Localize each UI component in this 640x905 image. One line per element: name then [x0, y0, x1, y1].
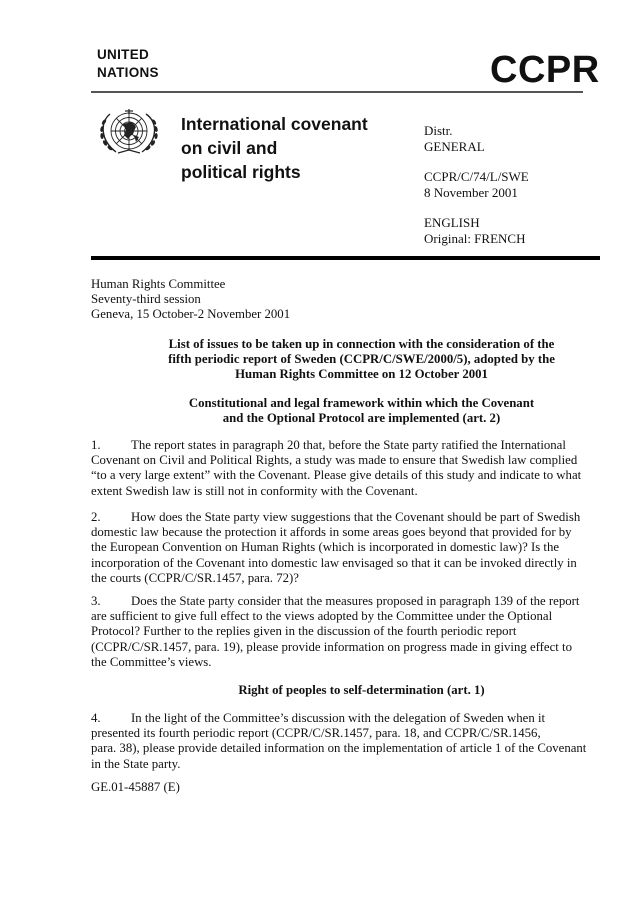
title-line: International covenant: [181, 114, 368, 134]
committee-title: [181, 112, 368, 184]
job-number: GE.01-45887 (E): [91, 780, 180, 794]
paragraph-line: The report states in paragraph 20 that, before the State party ratified the International: [131, 438, 566, 452]
title-line: political rights: [181, 162, 301, 182]
paragraph-line: the European Convention on Human Rights (which is incorporated in domestic law)? Is the: [91, 540, 560, 555]
paragraph-line: presented its fourth periodic report (CCPR/C/SR.1457, para. 18, and CCPR/C/SR.1456,: [91, 726, 541, 741]
section-heading-art-1: [91, 683, 632, 698]
paragraph-4: [91, 711, 596, 772]
paragraph-number: 1.: [91, 438, 101, 452]
section-heading-line: and the Optional Protocol are implemented (art. 2): [222, 410, 501, 425]
heading-line: Human Rights Committee on 12 October 2001: [235, 366, 488, 381]
document-heading: [91, 337, 632, 381]
session-place-dates: Geneva, 15 October-2 November 2001: [91, 306, 291, 321]
paragraph-3: [91, 594, 596, 670]
paragraph-1: [91, 438, 596, 499]
paragraph-line: the Committee’s views.: [91, 654, 212, 669]
un-emblem-icon: [96, 106, 162, 158]
paragraph-line: How does the State party view suggestions that the Covenant should be part of Swedish: [131, 510, 581, 524]
paragraph-line: the courts (CCPR/C/SR.1457, para. 72)?: [91, 570, 299, 585]
distribution-value: GENERAL: [424, 138, 485, 154]
paragraph-line: Protocol? Further to the replies given in the discussion of the fourth periodic report: [91, 624, 517, 639]
distribution-block: [424, 123, 529, 246]
document-symbol: CCPR/C/74/L/SWE: [424, 169, 529, 184]
committee-name: Human Rights Committee: [91, 277, 226, 291]
section-heading-line: Constitutional and legal framework within which the Covenant: [188, 396, 535, 410]
paragraph-line: Covenant on Civil and Political Rights, a study was made to ensure that Swedish law complied: [91, 453, 578, 468]
paragraph-line: incorporation of the Covenant into domestic law envisaged so that it can be invoked directly in: [91, 555, 577, 570]
document-date: 8 November 2001: [424, 184, 518, 200]
organization-name: [97, 46, 159, 82]
section-heading-line: Right of peoples to self-determination (art. 1): [238, 683, 485, 697]
paragraph-2: [91, 510, 596, 586]
document-language: ENGLISH: [424, 215, 480, 230]
paragraph-line: are sufficient to give full effect to the views adopted by the Committee under the Optional: [91, 609, 553, 624]
heading-line: List of issues to be taken up in connection with the consideration of the: [168, 337, 555, 351]
heading-line: fifth periodic report of Sweden (CCPR/C/SWE/2000/5), adopted by the: [168, 351, 555, 366]
paragraph-line: Does the State party consider that the measures proposed in paragraph 139 of the report: [131, 594, 580, 608]
header-divider: [91, 91, 583, 93]
document-series-symbol: CCPR: [490, 49, 600, 91]
paragraph-line: extent Swedish law is still not in conformity with the Covenant.: [91, 483, 418, 498]
paragraph-line: para. 38), please provide detailed information on the implementation of article 1 of the Covenant: [91, 741, 587, 756]
organization-name-line1: UNITED: [97, 47, 150, 62]
organization-name-line2: NATIONS: [97, 65, 159, 80]
session-info: [91, 277, 290, 321]
distribution-label: Distr.: [424, 123, 453, 138]
header-thick-divider: [91, 256, 600, 260]
paragraph-number: 2.: [91, 510, 101, 524]
paragraph-number: 3.: [91, 594, 101, 608]
session-name: Seventy-third session: [91, 291, 201, 306]
paragraph-line: domestic law because the protection it affords in some areas goes beyond that provided for by: [91, 525, 572, 540]
title-line: on civil and: [181, 138, 278, 158]
section-heading-art-2: [91, 396, 632, 426]
paragraph-line: “to a very large extent” with the Covenant. Please give details of this study and indicate to what: [91, 468, 582, 483]
paragraph-number: 4.: [91, 711, 101, 725]
original-language: Original: FRENCH: [424, 230, 526, 246]
paragraph-line: In the light of the Committee’s discussion with the delegation of Sweden when it: [131, 711, 546, 725]
paragraph-line: in the State party.: [91, 756, 181, 771]
paragraph-line: (CCPR/C/SR.1457, para. 19), please provide information on progress made in giving effect to: [91, 639, 572, 654]
